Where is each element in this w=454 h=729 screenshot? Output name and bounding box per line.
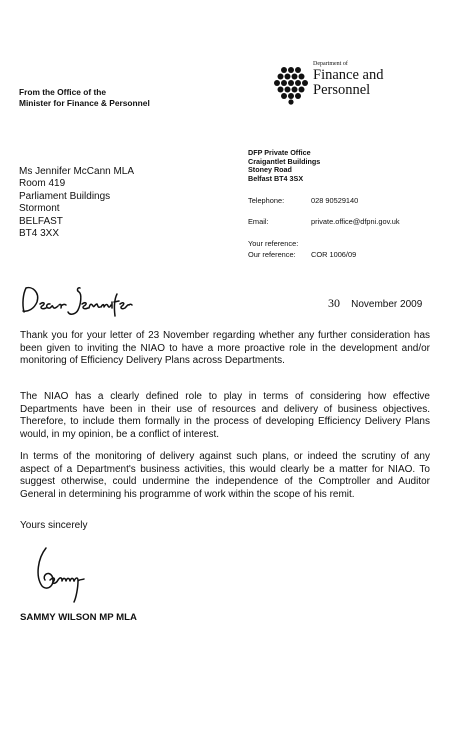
office-address-line3: Stoney Road [248,165,292,175]
department-name-block [313,60,383,98]
department-logo-icon [270,66,310,106]
date-month-year: November 2009 [351,299,423,310]
email-value: private.office@dfpni.gov.uk [311,217,400,226]
paragraph-1: Thank you for your letter of 23 November regarding whether any further consideration has been given to inviting the NIAO to have a more proactive role in the development and/or monitoring of Efficiency Delivery Plans across Departments. [20,330,430,367]
telephone-label: Telephone: [248,196,285,205]
recipient-room: Room 419 [19,178,66,190]
office-address-line2: Craigantlet Buildings [248,156,321,166]
office-address-block [248,149,320,183]
letter-date [328,296,422,311]
recipient-city: BELFAST [19,215,63,227]
department-prefix: Department of [313,61,348,67]
your-reference-label: Your reference: [248,239,299,248]
recipient-postcode: BT4 3XX [19,228,60,240]
department-name-line1: Finance and [313,67,384,83]
sender-office-line1: From the Office of the [19,87,107,97]
department-name-line2: Personnel [313,82,371,98]
telephone-value: 028 90529140 [311,196,359,205]
our-reference-value: COR 1006/09 [311,250,357,259]
sender-office-block [19,87,150,109]
handwritten-salutation [18,282,133,322]
signatory-name: SAMMY WILSON MP MLA [20,612,137,623]
closing-line: Yours sincerely [20,520,88,531]
paragraph-2: The NIAO has a clearly defined role to play in terms of considering how effective Departments have been in their use of resources and delivery of business objectives. Therefore, to include them formally in the process of developing Efficiency Delivery Plans would, in my opinion, be a conflict of interest. [20,391,430,440]
office-address-line4: Belfast BT4 3SX [248,173,304,183]
date-day: 30 [328,296,340,310]
recipient-area: Stormont [19,203,60,215]
recipient-address [19,166,134,240]
sender-office-line2: Minister for Finance & Personnel [19,98,150,108]
paragraph-3: In terms of the monitoring of delivery against such plans, or indeed the scrutiny of any aspect of a Department's business activities, this would clearly be a matter for NIAO. To suggest otherwise, could undermine the independence of the Comptroller and Auditor General in determining his programme of work within the scope of his remit. [20,451,430,500]
email-label: Email: [248,217,269,226]
handwritten-signature [36,546,96,604]
recipient-building: Parliament Buildings [19,190,111,202]
our-reference-label: Our reference: [248,250,296,259]
recipient-name: Ms Jennifer McCann MLA [19,166,135,177]
office-address-line1: DFP Private Office [248,148,311,157]
